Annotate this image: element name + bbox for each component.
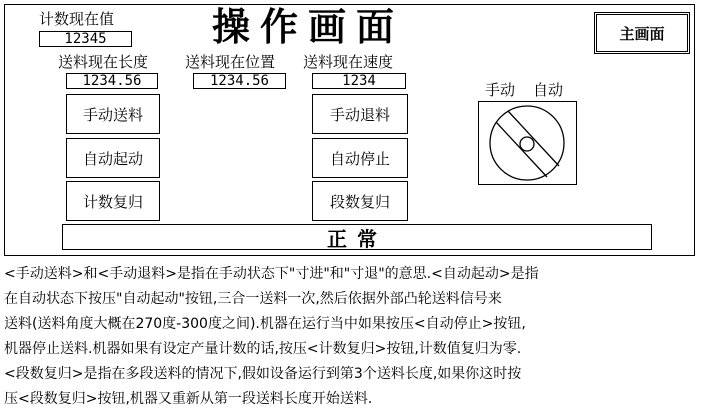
- feed-length-label: 送料现在长度: [58, 53, 149, 71]
- description-line: 压<段数复归>按钮,机器又重新从第一段送料长度开始送料.: [4, 391, 373, 407]
- auto-start-button[interactable]: 自动起动: [66, 138, 160, 178]
- description-text: [4, 262, 704, 412]
- main-screen-button[interactable]: [594, 12, 690, 54]
- main-screen-button-label: 主画面: [619, 24, 665, 43]
- feed-position-label: 送料现在位置: [185, 53, 276, 71]
- feed-length-value: 1234.56: [66, 73, 158, 89]
- feed-speed-label: 送料现在速度: [303, 53, 394, 71]
- manual-feed-button[interactable]: 手动送料: [66, 94, 160, 134]
- auto-stop-button[interactable]: 自动停止: [312, 138, 408, 178]
- count-reset-button[interactable]: 计数复归: [66, 181, 160, 221]
- description-line: <段数复归>是指在多段送料的情况下,假如设备运行到第3个送料长度,如果你这时按: [4, 366, 522, 382]
- description-line: 机器停止送料.机器如果有设定产量计数的话,按压<计数复归>按钮,计数值复归为零.: [4, 341, 522, 357]
- feed-speed-value: 1234: [312, 73, 406, 89]
- status-indicator: 正常: [62, 224, 652, 250]
- mode-auto-label: 自动: [533, 81, 564, 99]
- feed-position-value: 1234.56: [193, 73, 286, 89]
- counter-label: 计数现在值: [39, 10, 115, 28]
- page-title: 操作画面: [212, 4, 405, 49]
- manual-retract-button[interactable]: 手动退料: [312, 94, 408, 134]
- description-line: <手动送料>和<手动退料>是指在手动状态下"寸进"和"寸退"的意思.<自动起动>是指: [4, 266, 539, 282]
- description-line: 在自动状态下按压"自动起动"按钮,三合一送料一次,然后依据外部凸轮送料信号来: [4, 291, 502, 307]
- description-line: 送料(送料角度大概在270度-300度之间).机器在运行当中如果按压<自动停止>按钮,: [4, 316, 526, 332]
- counter-value: 12345: [39, 31, 132, 47]
- mode-manual-label: 手动: [485, 81, 516, 99]
- segment-reset-button[interactable]: 段数复归: [312, 181, 408, 221]
- mode-selector-switch[interactable]: [478, 101, 577, 185]
- selector-switch-icon: [479, 102, 576, 184]
